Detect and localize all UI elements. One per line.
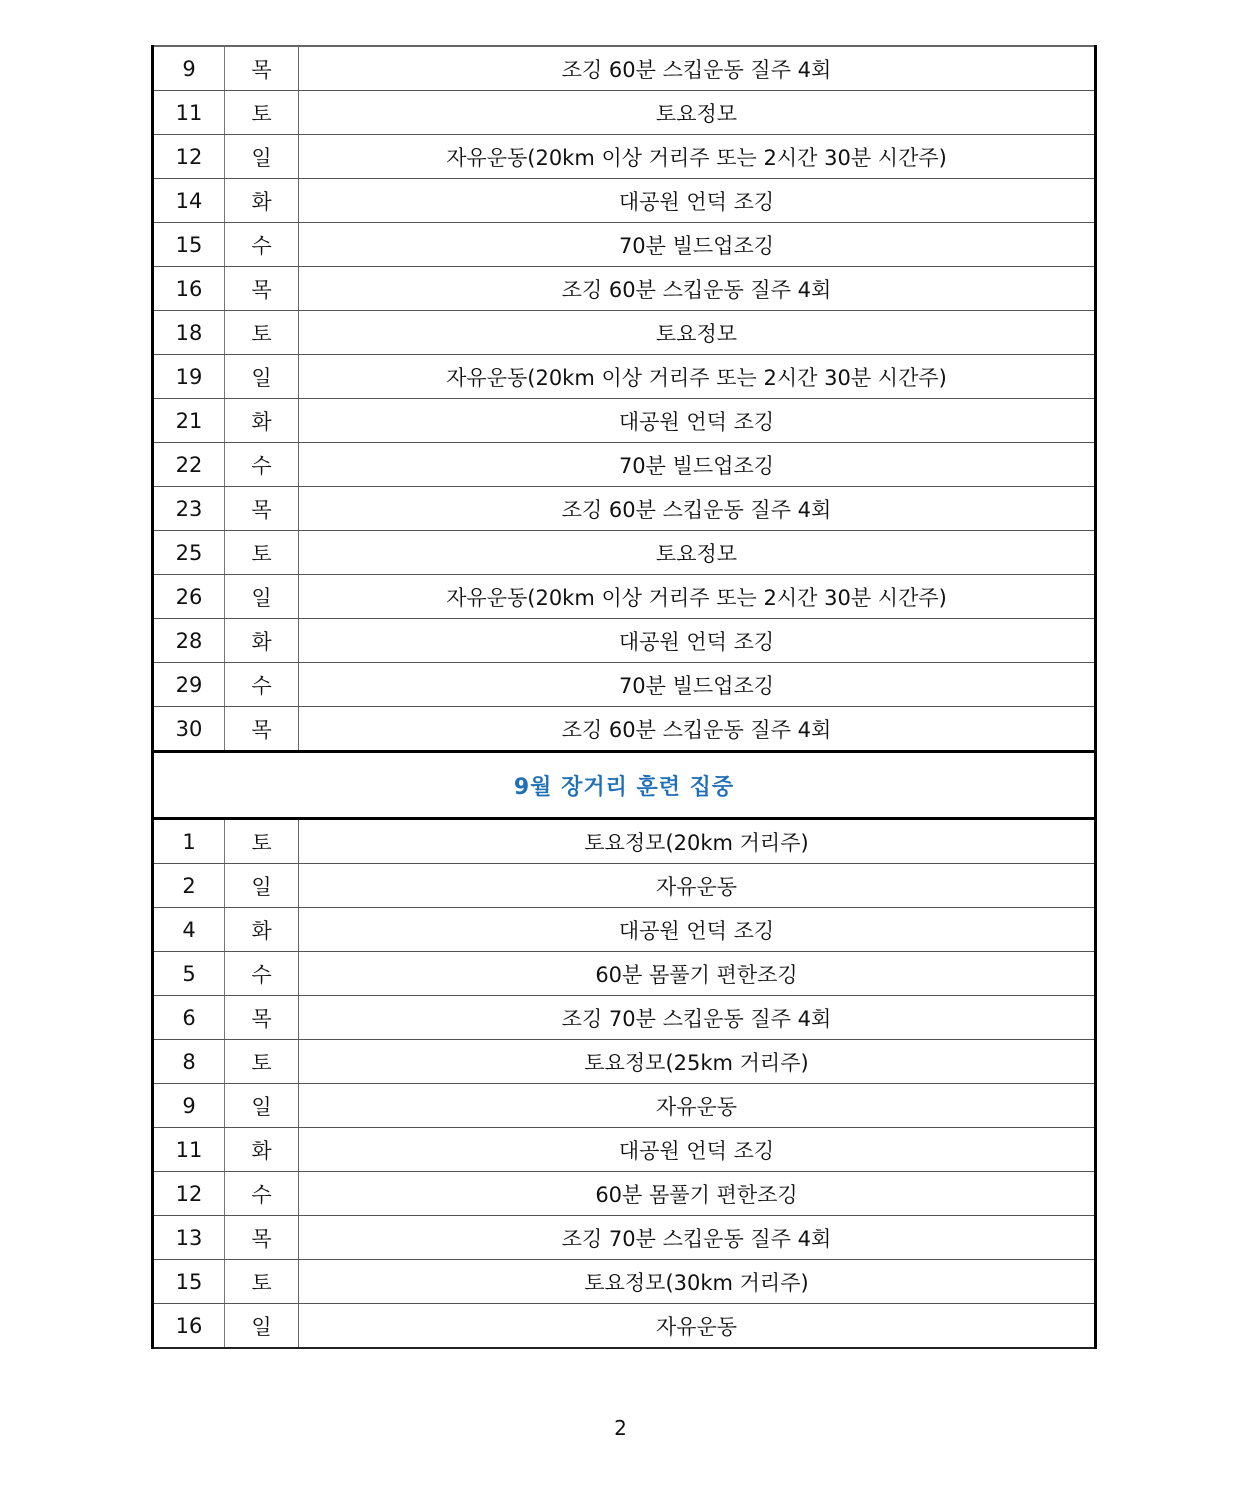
weekday-cell: 일 xyxy=(225,1304,299,1349)
day-cell: 14 xyxy=(153,179,225,223)
schedule-row xyxy=(153,1216,1096,1260)
schedule-row xyxy=(153,135,1096,179)
weekday-cell: 토 xyxy=(225,91,299,135)
schedule-row xyxy=(153,1304,1096,1349)
schedule-row xyxy=(153,531,1096,575)
activity-cell: 대공원 언덕 조깅 xyxy=(299,1128,1096,1172)
weekday-cell: 토 xyxy=(225,1040,299,1084)
page-number: 2 xyxy=(614,1416,627,1440)
day-cell: 28 xyxy=(153,619,225,663)
day-cell: 19 xyxy=(153,355,225,399)
activity-cell: 60분 몸풀기 편한조깅 xyxy=(299,952,1096,996)
activity-cell: 70분 빌드업조깅 xyxy=(299,663,1096,707)
activity-cell: 토요정모(30km 거리주) xyxy=(299,1260,1096,1304)
schedule-row xyxy=(153,1040,1096,1084)
training-schedule-body xyxy=(153,46,1096,1348)
day-cell: 6 xyxy=(153,996,225,1040)
activity-cell: 자유운동(20km 이상 거리주 또는 2시간 30분 시간주) xyxy=(299,355,1096,399)
schedule-row xyxy=(153,707,1096,752)
schedule-row xyxy=(153,1260,1096,1304)
day-cell: 5 xyxy=(153,952,225,996)
schedule-row xyxy=(153,996,1096,1040)
weekday-cell: 목 xyxy=(225,1216,299,1260)
activity-cell: 자유운동 xyxy=(299,1084,1096,1128)
weekday-cell: 수 xyxy=(225,223,299,267)
day-cell: 23 xyxy=(153,487,225,531)
weekday-cell: 토 xyxy=(225,311,299,355)
weekday-cell: 토 xyxy=(225,1260,299,1304)
activity-cell: 토요정모(25km 거리주) xyxy=(299,1040,1096,1084)
day-cell: 1 xyxy=(153,819,225,864)
weekday-cell: 목 xyxy=(225,487,299,531)
activity-cell: 대공원 언덕 조깅 xyxy=(299,399,1096,443)
schedule-row xyxy=(153,355,1096,399)
weekday-cell: 목 xyxy=(225,267,299,311)
schedule-row xyxy=(153,1084,1096,1128)
weekday-cell: 화 xyxy=(225,619,299,663)
weekday-cell: 수 xyxy=(225,952,299,996)
activity-cell: 대공원 언덕 조깅 xyxy=(299,619,1096,663)
day-cell: 21 xyxy=(153,399,225,443)
schedule-row xyxy=(153,443,1096,487)
weekday-cell: 일 xyxy=(225,135,299,179)
schedule-row xyxy=(153,46,1096,91)
activity-cell: 토요정모 xyxy=(299,531,1096,575)
weekday-cell: 목 xyxy=(225,707,299,752)
activity-cell: 조깅 60분 스킵운동 질주 4회 xyxy=(299,707,1096,752)
activity-cell: 대공원 언덕 조깅 xyxy=(299,908,1096,952)
day-cell: 9 xyxy=(153,46,225,91)
activity-cell: 조깅 70분 스킵운동 질주 4회 xyxy=(299,996,1096,1040)
day-cell: 13 xyxy=(153,1216,225,1260)
activity-cell: 60분 몸풀기 편한조깅 xyxy=(299,1172,1096,1216)
day-cell: 18 xyxy=(153,311,225,355)
section-header-row xyxy=(153,752,1096,819)
schedule-row xyxy=(153,179,1096,223)
weekday-cell: 일 xyxy=(225,355,299,399)
weekday-cell: 일 xyxy=(225,1084,299,1128)
activity-cell: 조깅 60분 스킵운동 질주 4회 xyxy=(299,267,1096,311)
day-cell: 29 xyxy=(153,663,225,707)
day-cell: 26 xyxy=(153,575,225,619)
schedule-row xyxy=(153,819,1096,864)
activity-cell: 토요정모(20km 거리주) xyxy=(299,819,1096,864)
day-cell: 15 xyxy=(153,1260,225,1304)
activity-cell: 자유운동(20km 이상 거리주 또는 2시간 30분 시간주) xyxy=(299,135,1096,179)
schedule-row xyxy=(153,1172,1096,1216)
weekday-cell: 목 xyxy=(225,46,299,91)
weekday-cell: 일 xyxy=(225,864,299,908)
weekday-cell: 일 xyxy=(225,575,299,619)
activity-cell: 자유운동(20km 이상 거리주 또는 2시간 30분 시간주) xyxy=(299,575,1096,619)
schedule-row xyxy=(153,952,1096,996)
schedule-row xyxy=(153,663,1096,707)
weekday-cell: 수 xyxy=(225,1172,299,1216)
weekday-cell: 토 xyxy=(225,531,299,575)
schedule-row xyxy=(153,399,1096,443)
schedule-row xyxy=(153,267,1096,311)
day-cell: 9 xyxy=(153,1084,225,1128)
weekday-cell: 화 xyxy=(225,399,299,443)
weekday-cell: 수 xyxy=(225,663,299,707)
schedule-row xyxy=(153,575,1096,619)
weekday-cell: 화 xyxy=(225,1128,299,1172)
day-cell: 30 xyxy=(153,707,225,752)
activity-cell: 자유운동 xyxy=(299,864,1096,908)
weekday-cell: 화 xyxy=(225,179,299,223)
training-schedule-table xyxy=(151,45,1097,1349)
activity-cell: 대공원 언덕 조깅 xyxy=(299,179,1096,223)
day-cell: 11 xyxy=(153,91,225,135)
weekday-cell: 수 xyxy=(225,443,299,487)
weekday-cell: 화 xyxy=(225,908,299,952)
activity-cell: 조깅 70분 스킵운동 질주 4회 xyxy=(299,1216,1096,1260)
day-cell: 4 xyxy=(153,908,225,952)
activity-cell: 조깅 60분 스킵운동 질주 4회 xyxy=(299,46,1096,91)
day-cell: 8 xyxy=(153,1040,225,1084)
day-cell: 12 xyxy=(153,1172,225,1216)
day-cell: 16 xyxy=(153,1304,225,1349)
schedule-row xyxy=(153,311,1096,355)
weekday-cell: 목 xyxy=(225,996,299,1040)
schedule-row xyxy=(153,487,1096,531)
activity-cell: 70분 빌드업조깅 xyxy=(299,443,1096,487)
day-cell: 25 xyxy=(153,531,225,575)
day-cell: 16 xyxy=(153,267,225,311)
day-cell: 22 xyxy=(153,443,225,487)
day-cell: 2 xyxy=(153,864,225,908)
activity-cell: 자유운동 xyxy=(299,1304,1096,1349)
day-cell: 15 xyxy=(153,223,225,267)
section-title: 9월 장거리 훈련 집중 xyxy=(153,752,1096,819)
schedule-row xyxy=(153,908,1096,952)
activity-cell: 70분 빌드업조깅 xyxy=(299,223,1096,267)
activity-cell: 토요정모 xyxy=(299,311,1096,355)
schedule-row xyxy=(153,619,1096,663)
schedule-row xyxy=(153,864,1096,908)
day-cell: 12 xyxy=(153,135,225,179)
schedule-row xyxy=(153,223,1096,267)
activity-cell: 토요정모 xyxy=(299,91,1096,135)
schedule-row xyxy=(153,91,1096,135)
weekday-cell: 토 xyxy=(225,819,299,864)
day-cell: 11 xyxy=(153,1128,225,1172)
activity-cell: 조깅 60분 스킵운동 질주 4회 xyxy=(299,487,1096,531)
schedule-row xyxy=(153,1128,1096,1172)
